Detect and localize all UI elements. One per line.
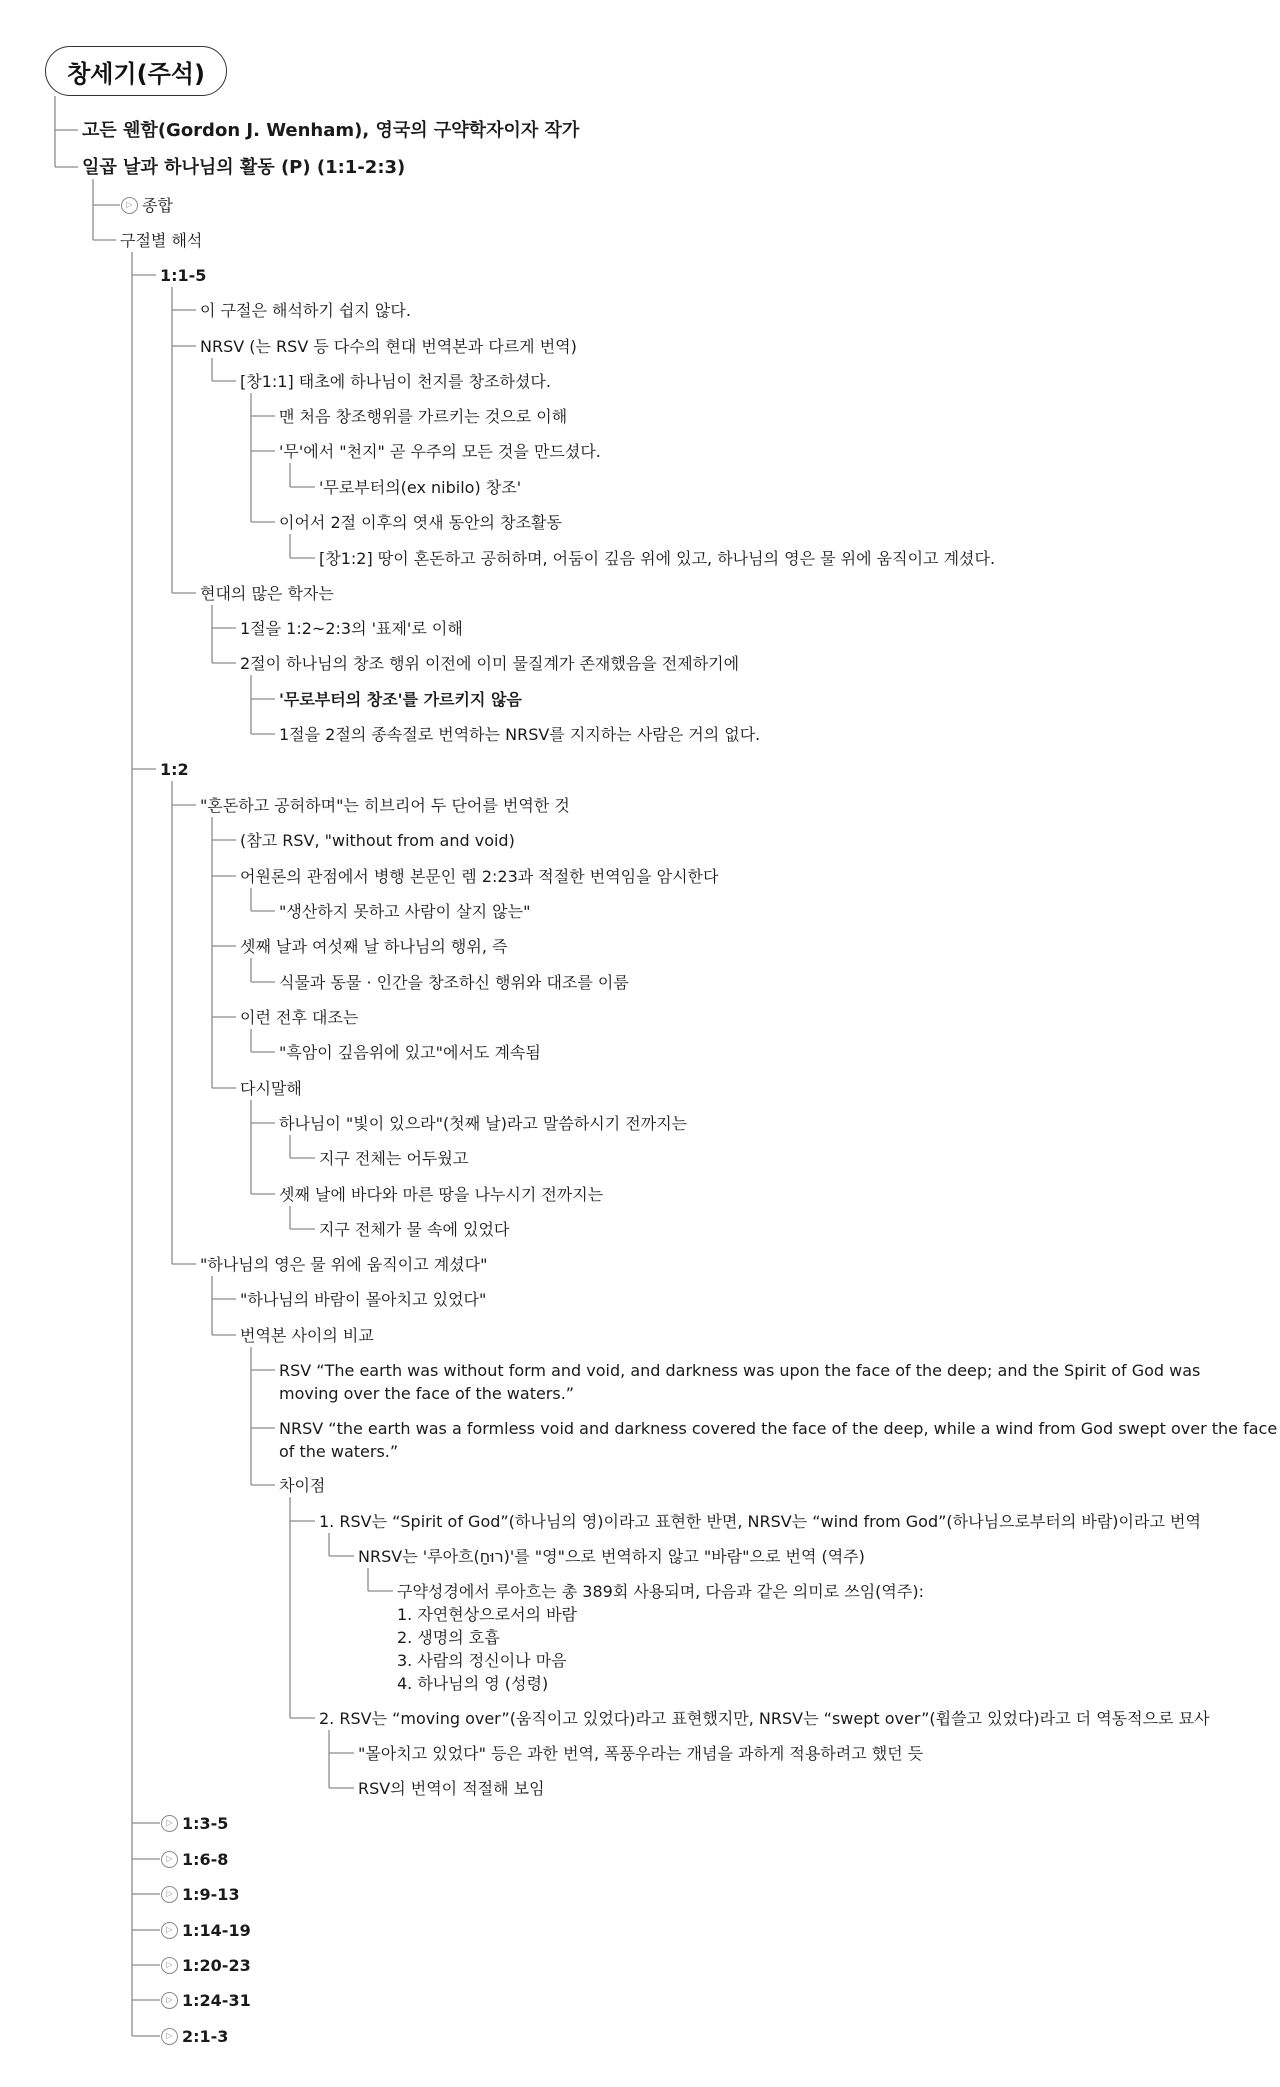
topic-n3b1[interactable]: '무로부터의 창조'를 가르키지 않음 bbox=[279, 689, 522, 709]
topic-m2b2[interactable] bbox=[279, 1417, 1277, 1463]
topic-m1e2a[interactable]: 지구 전체가 물 속에 있었다 bbox=[319, 1219, 510, 1239]
topic-m1e1a[interactable]: 지구 전체는 어두웠고 bbox=[319, 1148, 469, 1168]
expand-collapsed-icon[interactable]: ▷ bbox=[161, 1815, 178, 1832]
topic-m1a[interactable]: (참고 RSV, "without from and void) bbox=[240, 830, 515, 850]
topic-line: of the waters.” bbox=[279, 1441, 399, 1461]
topic-line: 2. 생명의 호흡 bbox=[397, 1627, 500, 1647]
topic-n2a[interactable]: [창1:1] 태초에 하나님이 천지를 창조하셨다. bbox=[240, 371, 551, 391]
topic-line: 1. 자연현상으로서의 바람 bbox=[397, 1604, 577, 1624]
topic-line: NRSV “the earth was a formless void and darkness covered the face of the deep, while a wind from God swept over the face bbox=[279, 1418, 1278, 1438]
topic-v213[interactable]: 2:1-3 bbox=[182, 2026, 229, 2046]
topic-m1c[interactable]: 셋째 날과 여섯째 날 하나님의 행위, 즉 bbox=[240, 936, 508, 956]
topic-n2a2[interactable]: '무'에서 "천지" 곧 우주의 모든 것을 만드셨다. bbox=[279, 441, 601, 461]
topic-m1c1[interactable]: 식물과 동물 · 인간을 창조하신 행위와 대조를 이룸 bbox=[279, 972, 629, 992]
topic-d1[interactable]: 1. RSV는 “Spirit of God”(하나님의 영)이라고 표현한 반면, NRSV는 “wind from God”(하나님으로부터의 바람)이라고 번역 bbox=[319, 1511, 1201, 1531]
topic-m1e1[interactable]: 하나님이 "빛이 있으라"(첫째 날)라고 말씀하시기 전까지는 bbox=[279, 1113, 688, 1133]
topic-line: 3. 사람의 정신이나 마음 bbox=[397, 1650, 567, 1670]
expand-collapsed-icon[interactable]: ▷ bbox=[161, 1992, 178, 2009]
root-topic[interactable]: 창세기(주석) bbox=[45, 46, 227, 96]
topic-m1e[interactable]: 다시말해 bbox=[240, 1078, 302, 1098]
topic-v12431[interactable]: 1:24-31 bbox=[182, 1990, 251, 2010]
topic-m1b1[interactable]: "생산하지 못하고 사람이 살지 않는" bbox=[279, 901, 531, 921]
topic-m2b3[interactable]: 차이점 bbox=[279, 1475, 326, 1495]
topic-summary[interactable]: 종합 bbox=[142, 195, 173, 215]
topic-line: moving over the face of the waters.” bbox=[279, 1383, 575, 1403]
topic-m1e2[interactable]: 셋째 날에 바다와 마른 땅을 나누시기 전까지는 bbox=[279, 1184, 604, 1204]
topic-m2b[interactable]: 번역본 사이의 비교 bbox=[240, 1325, 374, 1345]
topic-v1913[interactable]: 1:9-13 bbox=[182, 1884, 240, 1904]
topic-d2b[interactable]: RSV의 번역이 적절해 보임 bbox=[358, 1778, 545, 1798]
expand-collapsed-icon[interactable]: ▷ bbox=[161, 2028, 178, 2045]
topic-m2a[interactable]: "하나님의 바람이 몰아치고 있었다" bbox=[240, 1289, 487, 1309]
topic-line: 구약성경에서 루아흐는 총 389회 사용되며, 다음과 같은 의미로 쓰임(역주): bbox=[397, 1581, 924, 1601]
topic-d1a[interactable]: NRSV는 '루아흐(רוּחַ)'를 "영"으로 번역하지 않고 "바람"으로 번역 (역주) bbox=[358, 1546, 865, 1566]
topic-n2a3a[interactable]: [창1:2] 땅이 혼돈하고 공허하며, 어둠이 깊음 위에 있고, 하나님의 영은 물 위에 움직이고 계셨다. bbox=[319, 548, 996, 568]
topic-line: RSV “The earth was without form and void, and darkness was upon the face of the deep; and the Spirit of God was bbox=[279, 1360, 1201, 1380]
expand-collapsed-icon[interactable]: ▷ bbox=[161, 1957, 178, 1974]
topic-m1d1[interactable]: "흑암이 깊음위에 있고"에서도 계속됨 bbox=[279, 1042, 541, 1062]
topic-m2b1[interactable] bbox=[279, 1359, 1200, 1405]
topic-v115[interactable]: 1:1-5 bbox=[160, 265, 207, 285]
topic-n3[interactable]: 현대의 많은 학자는 bbox=[200, 583, 334, 603]
topic-m2[interactable]: "하나님의 영은 물 위에 움직이고 계셨다" bbox=[200, 1254, 488, 1274]
topic-exeg[interactable]: 구절별 해석 bbox=[120, 230, 203, 250]
topic-v12[interactable]: 1:2 bbox=[160, 759, 189, 779]
topic-v11419[interactable]: 1:14-19 bbox=[182, 1920, 251, 1940]
topic-n2a1[interactable]: 맨 처음 창조행위를 가르키는 것으로 이해 bbox=[279, 406, 568, 426]
topic-author[interactable]: 고든 웬함(Gordon J. Wenham), 영국의 구약학자이자 작가 bbox=[82, 119, 580, 141]
topic-v135[interactable]: 1:3-5 bbox=[182, 1813, 229, 1833]
expand-collapsed-icon[interactable]: ▷ bbox=[121, 197, 138, 214]
topic-n3b2[interactable]: 1절을 2절의 종속절로 번역하는 NRSV를 지지하는 사람은 거의 없다. bbox=[279, 724, 761, 744]
topic-n2a3[interactable]: 이어서 2절 이후의 엿새 동안의 창조활동 bbox=[279, 512, 562, 532]
topic-n1[interactable]: 이 구절은 해석하기 쉽지 않다. bbox=[200, 300, 411, 320]
topic-line: 4. 하나님의 영 (성령) bbox=[397, 1673, 549, 1693]
expand-collapsed-icon[interactable]: ▷ bbox=[161, 1851, 178, 1868]
topic-n3b[interactable]: 2절이 하나님의 창조 행위 이전에 이미 물질계가 존재했음을 전제하기에 bbox=[240, 653, 740, 673]
topic-d1a1[interactable] bbox=[397, 1580, 924, 1695]
topic-v168[interactable]: 1:6-8 bbox=[182, 1849, 229, 1869]
expand-collapsed-icon[interactable]: ▷ bbox=[161, 1886, 178, 1903]
topic-d2a[interactable]: "몰아치고 있었다" 등은 과한 번역, 폭풍우라는 개념을 과하게 적용하려고 했던 듯 bbox=[358, 1743, 924, 1763]
expand-collapsed-icon[interactable]: ▷ bbox=[161, 1922, 178, 1939]
topic-m1[interactable]: "혼돈하고 공허하며"는 히브리어 두 단어를 번역한 것 bbox=[200, 795, 570, 815]
topic-m1d[interactable]: 이런 전후 대조는 bbox=[240, 1007, 359, 1027]
topic-n2a2a[interactable]: '무로부터의(ex nibilo) 창조' bbox=[319, 477, 522, 497]
topic-v12023[interactable]: 1:20-23 bbox=[182, 1955, 251, 1975]
topic-n2[interactable]: NRSV (는 RSV 등 다수의 현대 번역본과 다르게 번역) bbox=[200, 336, 577, 356]
topic-m1b[interactable]: 어원론의 관점에서 병행 본문인 렘 2:23과 적절한 번역임을 암시한다 bbox=[240, 866, 719, 886]
topic-seven[interactable]: 일곱 날과 하나님의 활동 (P) (1:1-2:3) bbox=[82, 156, 406, 178]
topic-n3a[interactable]: 1절을 1:2~2:3의 '표제'로 이해 bbox=[240, 618, 463, 638]
topic-d2[interactable]: 2. RSV는 “moving over”(움직이고 있었다)라고 표현했지만, NRSV는 “swept over”(휩쓸고 있었다)라고 더 역동적으로 묘사 bbox=[319, 1708, 1210, 1728]
